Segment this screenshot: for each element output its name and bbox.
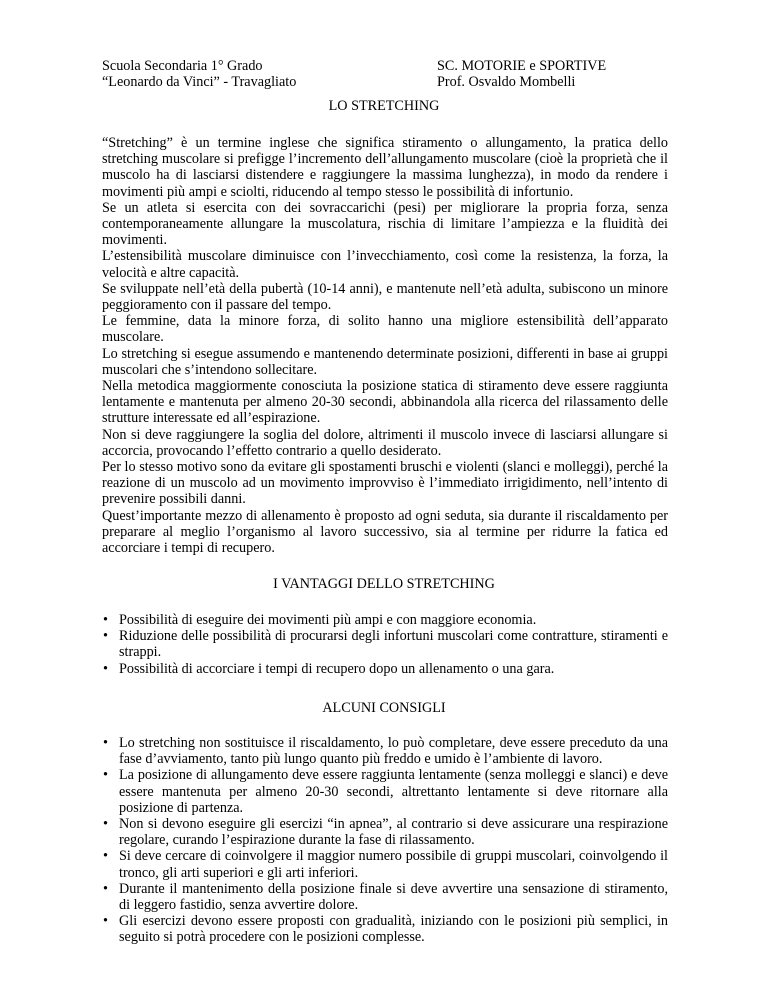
teacher-name: Prof. Osvaldo Mombelli [437, 74, 576, 91]
list-item: • Possibilità di accorciare i tempi di recupero dopo un allenamento o una gara. [103, 660, 555, 677]
bullet-icon: • [103, 913, 108, 930]
bullet-icon: • [103, 660, 108, 677]
list-item: • Non si devono eseguire gli esercizi “in apnea”, al contrario si deve assicurare una respirazione regolare, curando l’espirazione durante la fase di rilassamento. [103, 816, 668, 849]
bullet-icon: • [103, 628, 108, 645]
page-title: LO STRETCHING [328, 98, 440, 114]
subject-header [437, 58, 606, 90]
paragraph: Le femmine, data la minore forza, di solito hanno una migliore estensibilità dell’apparato muscolare. [102, 313, 668, 346]
school-name: Scuola Secondaria 1° Grado [102, 58, 263, 74]
bullet-icon: • [103, 880, 108, 897]
advice-list [102, 735, 668, 946]
list-item: • La posizione di allungamento deve essere raggiunta lentamente (senza molleggi e slanci) e deve essere mantenuta per almeno 20-30 secondi, altrettanto lentamente si deve ritornare alla posizione di partenza. [103, 767, 668, 816]
paragraph: Se sviluppate nell’età della pubertà (10-14 anni), e mantenute nell’età adulta, subiscono un minore peggioramento con il passare del tempo. [102, 280, 668, 314]
paragraph: “Stretching” è un termine inglese che significa stiramento o allungamento, la pratica dello stretching muscolare si prefigge l’incremento dell’allungamento muscolare (cioè la proprietà che il muscolo ha di lasciarsi distendere e raggiungere la massima lunghezza), in modo da rendere i movimenti più ampi e sciolti, riducendo al tempo stesso le possibilità di infortunio. [102, 135, 668, 200]
list-item: • Si deve cercare di coinvolgere il maggior numero possibile di gruppi muscolari, coinvolgendo il tronco, gli arti superiori e gli arti inferiori. [103, 848, 668, 881]
paragraph: Quest’importante mezzo di allenamento è proposto ad ogni seduta, sia durante il riscaldamento per preparare al meglio l’organismo al lavoro successivo, sia al termine per ridurre la fatica ed accorciare i tempi di recupero. [102, 507, 668, 557]
paragraph: Lo stretching si esegue assumendo e mantenendo determinate posizioni, differenti in base ai gruppi muscolari che s’intendono sollecitare. [102, 345, 668, 378]
bullet-icon: • [103, 816, 108, 833]
bullet-icon: • [103, 767, 108, 784]
subject-name: SC. MOTORIE e SPORTIVE [437, 58, 607, 74]
paragraph: L’estensibilità muscolare diminuisce con l’invecchiamento, così come la resistenza, la forza, la velocità e altre capacità. [102, 248, 668, 281]
advice-heading: ALCUNI CONSIGLI [322, 700, 446, 716]
list-item: • Riduzione delle possibilità di procurarsi degli infortuni muscolari come contratture, stiramenti e strappi. [103, 628, 668, 661]
list-item: • Lo stretching non sostituisce il riscaldamento, lo può completare, deve essere preceduto da una fase d’avviamento, tanto più lungo quanto più freddo e umido è l’ambiente di lavoro. [103, 735, 668, 768]
bullet-icon: • [103, 848, 108, 865]
list-item: • Possibilità di eseguire dei movimenti più ampi e con maggiore economia. [103, 612, 537, 628]
advantages-heading: I VANTAGGI DELLO STRETCHING [273, 576, 495, 592]
school-location: “Leonardo da Vinci” - Travagliato [102, 74, 297, 91]
list-item: • Durante il mantenimento della posizione finale si deve avvertire una sensazione di stiramento, di leggero fastidio, senza avvertire dolore. [103, 880, 668, 914]
bullet-icon: • [103, 735, 108, 751]
paragraph: Non si deve raggiungere la soglia del dolore, altrimenti il muscolo invece di lasciarsi allungare si accorcia, provocando l’effetto contrario a quello desiderato. [102, 426, 668, 459]
paragraph: Per lo stesso motivo sono da evitare gli spostamenti bruschi e violenti (slanci e molleggi), perché la reazione di un muscolo ad un movimento improvviso è l’immediato irrigidimento, nell’intento di prevenire possibili danni. [102, 459, 668, 508]
advantages-list [102, 612, 668, 677]
paragraph: Se un atleta si esercita con dei sovraccarichi (pesi) per migliorare la propria forza, senza contemporaneamente allungare la muscolatura, rischia di limitare l’ampiezza e la fluidità dei movimenti. [102, 199, 668, 249]
paragraph: Nella metodica maggiormente conosciuta la posizione statica di stiramento deve essere raggiunta lentamente e mantenuta per almeno 20-30 secondi, abbinandola alla ricerca del rilassamento delle strutture interessate ed all’espirazione. [102, 378, 668, 427]
list-item: • Gli esercizi devono essere proposti con gradualità, iniziando con le posizioni più semplici, in seguito si potrà procedere con le posizioni complesse. [103, 913, 668, 946]
intro-text [102, 135, 668, 556]
bullet-icon: • [103, 612, 108, 628]
school-header [102, 58, 296, 90]
